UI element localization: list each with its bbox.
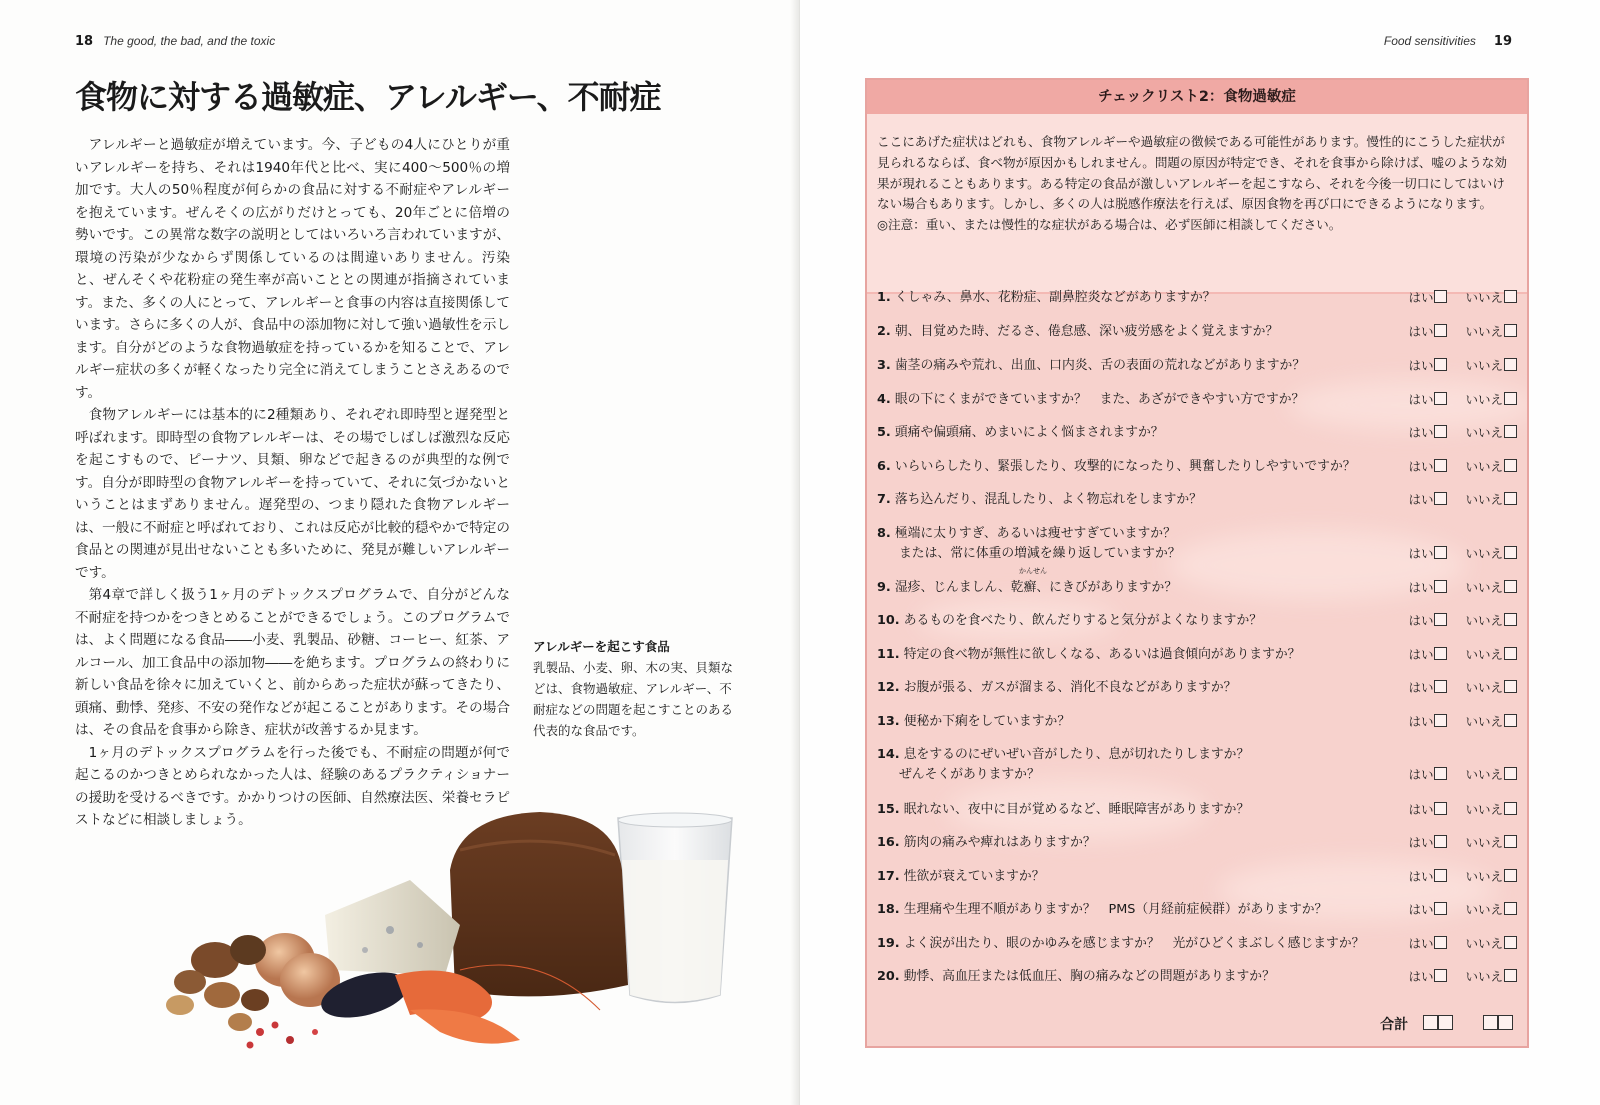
image-caption <box>533 636 743 741</box>
answer-options <box>1390 833 1517 853</box>
paragraph: 食物アレルギーには基本的に2種類あり、それぞれ即時型と遅発型と呼ばれます。即時型の食物アレルギーは、その場でしばしば激烈な反応を起こすもので、ピーナツ、貝類、卵などで起きるのが典型的な例です。自分が即時型の食物アレルギーを持っていて、それに気づかないということはまずありません。遅発型の、つまり隠れた食物アレルギーは、一般に不耐症と呼ばれており、これは反応が比較的穏やかで特定の食品との関連が見出せないことも多いために、発見が難しいアレルギーです。 <box>75 407 510 581</box>
yes-total-box[interactable] <box>1423 1015 1438 1030</box>
yes-checkbox[interactable] <box>1434 802 1447 815</box>
checklist-question <box>877 900 1517 920</box>
paragraph: 第4章で詳しく扱う1ヶ月のデトックスプログラムで、自分がどんな不耐症を持つかをつきとめることができるでしょう。このプログラムでは、よく問題になる食品――小麦、乳製品、砂糖、コーヒー、紅茶、アルコール、加工食品中の添加物――を絶ちます。プログラムの終わりに新しい食品を徐々に加えていくと、前からあった症状が蘇ってきたり、頭痛、動悸、発疹、不安の発作などが起こることがあります。その場合は、その食品を食事から除き、症状が改善するか見ます。 <box>75 587 510 738</box>
yes-label: はい <box>1408 969 1434 984</box>
paragraph: アレルギーと過敏症が増えています。今、子どもの4人にひとりが重いアレルギーを持ち、それは1940年代と比べ、実に400～500％の増加です。大人の50％程度が何らかの食品に対する不耐症やアレルギーを抱えています。ぜんそくの広がりだけとっても、20年ごとに倍増の勢いです。この異常な数字の説明としてはいろいろ言われていますが、環境の汚染が少なからず関係しているのは間違いありません。汚染と、ぜんそくや花粉症の発生率が高いこととの関連が指摘されています。また、多くの人にとって、アレルギーと食事の内容は直接関係しています。さらに多くの人が、食品中の添加物に対して強い過敏性を示します。自分がどのような食物過敏症を持っているかを知ることで、アレルギー症状の多くが軽くなったり完全に消えてしまうことさえあるのです。 <box>75 137 510 401</box>
question-text: 筋肉の痛みや痺れはありますか？ <box>903 835 1096 850</box>
no-checkbox[interactable] <box>1504 767 1517 780</box>
yes-checkbox[interactable] <box>1434 647 1447 660</box>
caption-text: 乳製品、小麦、卵、木の実、貝類などは、食物過敏症、アレルギー、不耐症などの問題を起こすことのある代表的な食品です。 <box>533 660 734 738</box>
checklist-question <box>877 390 1517 410</box>
no-checkbox[interactable] <box>1504 936 1517 949</box>
yes-option <box>1408 392 1447 407</box>
yes-label: はい <box>1408 546 1434 561</box>
question-text-continued: または、常に体重の増減を繰り返していますか？ <box>899 546 1181 561</box>
yes-option <box>1408 869 1447 884</box>
question-number: 19. <box>877 936 900 951</box>
question-number: 9. <box>877 580 891 595</box>
yes-option <box>1408 680 1447 695</box>
no-label: いいえ <box>1465 459 1503 474</box>
yes-checkbox[interactable] <box>1434 324 1447 337</box>
no-label: いいえ <box>1465 714 1503 729</box>
yes-label: はい <box>1408 767 1434 782</box>
yes-label: はい <box>1408 613 1434 628</box>
checklist-question <box>877 611 1517 631</box>
no-option <box>1465 392 1517 407</box>
right-folio <box>1384 34 1512 49</box>
no-checkbox[interactable] <box>1504 969 1517 982</box>
no-label: いいえ <box>1465 392 1503 407</box>
question-text: 極端に太りすぎ、あるいは痩せすぎていますか？ <box>894 526 1176 541</box>
yes-label: はい <box>1408 392 1434 407</box>
yes-checkbox[interactable] <box>1434 492 1447 505</box>
yes-label: はい <box>1408 936 1434 951</box>
no-option <box>1465 459 1517 474</box>
question-text: あるものを食べたり、飲んだりすると気分がよくなりますか？ <box>903 613 1263 628</box>
yes-label: はい <box>1408 324 1434 339</box>
question-number: 5. <box>877 425 891 440</box>
total-row <box>1380 1014 1513 1034</box>
yes-checkbox[interactable] <box>1434 835 1447 848</box>
checklist-question <box>877 288 1517 308</box>
body-text <box>75 134 510 832</box>
question-number: 20. <box>877 969 900 984</box>
answer-options <box>1390 390 1517 410</box>
question-text: 湿疹、じんましん、乾癬、にきびがありますか？ <box>894 580 1178 595</box>
yes-checkbox[interactable] <box>1434 969 1447 982</box>
no-checkbox[interactable] <box>1504 902 1517 915</box>
no-checkbox[interactable] <box>1504 546 1517 559</box>
checklist-question <box>877 833 1517 853</box>
running-head: The good, the bad, and the toxic <box>103 34 276 48</box>
no-option <box>1465 714 1517 729</box>
answer-options <box>1390 356 1517 376</box>
question-number: 18. <box>877 902 900 917</box>
yes-option <box>1408 714 1447 729</box>
question-text: いらいらしたり、緊張したり、攻撃的になったり、興奮したりしやすいですか？ <box>894 459 1356 474</box>
answer-options <box>1390 678 1517 698</box>
yes-checkbox[interactable] <box>1434 714 1447 727</box>
no-checkbox[interactable] <box>1504 714 1517 727</box>
no-label: いいえ <box>1465 290 1503 305</box>
yes-label: はい <box>1408 869 1434 884</box>
question-number: 13. <box>877 714 900 729</box>
question-number: 4. <box>877 392 891 407</box>
no-option <box>1465 902 1517 917</box>
yes-option <box>1408 425 1447 440</box>
checklist-question <box>877 712 1517 732</box>
yes-checkbox[interactable] <box>1434 546 1447 559</box>
no-checkbox[interactable] <box>1504 392 1517 405</box>
no-option <box>1465 425 1517 440</box>
question-number: 1. <box>877 290 891 305</box>
no-label: いいえ <box>1465 580 1503 595</box>
no-option <box>1465 767 1517 782</box>
checklist-question <box>877 934 1517 954</box>
question-number: 14. <box>877 747 900 762</box>
total-label: 合計 <box>1380 1017 1409 1033</box>
yes-label: はい <box>1408 680 1434 695</box>
yes-option <box>1408 324 1447 339</box>
no-total-box[interactable] <box>1498 1015 1513 1030</box>
checklist-question <box>877 567 1517 598</box>
yes-label: はい <box>1408 902 1434 917</box>
question-number: 10. <box>877 613 900 628</box>
no-label: いいえ <box>1465 802 1503 817</box>
answer-options <box>1390 490 1517 510</box>
yes-option <box>1408 647 1447 662</box>
checklist-question <box>877 524 1517 564</box>
yes-total-box[interactable] <box>1438 1015 1453 1030</box>
no-checkbox[interactable] <box>1504 869 1517 882</box>
answer-options <box>1390 765 1517 785</box>
yes-option <box>1408 290 1447 305</box>
caution-note: ◎注意：重い、または慢性的な症状がある場合は、必ず医師に相談してください。 <box>877 217 1342 233</box>
question-text: 落ち込んだり、混乱したり、よく物忘れをしますか？ <box>894 492 1202 507</box>
checklist-question <box>877 423 1517 443</box>
yes-checkbox[interactable] <box>1434 613 1447 626</box>
no-option <box>1465 613 1517 628</box>
ruby-annotation: かんせん <box>1019 567 1047 575</box>
running-head: Food sensitivities <box>1383 34 1476 48</box>
question-number: 6. <box>877 459 891 474</box>
yes-option <box>1408 802 1447 817</box>
no-checkbox[interactable] <box>1504 580 1517 593</box>
yes-option <box>1408 459 1447 474</box>
no-checkbox[interactable] <box>1504 492 1517 505</box>
no-label: いいえ <box>1465 613 1503 628</box>
no-checkbox[interactable] <box>1504 290 1517 303</box>
no-checkbox[interactable] <box>1504 324 1517 337</box>
checklist-question <box>877 457 1517 477</box>
checklist-question <box>877 322 1517 342</box>
yes-option <box>1408 936 1447 951</box>
page-number: 19 <box>1493 34 1512 49</box>
question-text: 便秘か下痢をしていますか？ <box>903 714 1071 729</box>
answer-options <box>1390 800 1517 820</box>
checklist-question <box>877 645 1517 665</box>
yes-option <box>1408 767 1447 782</box>
yes-option <box>1408 546 1447 561</box>
question-number: 15. <box>877 802 900 817</box>
yes-label: はい <box>1408 492 1434 507</box>
question-text: 性欲が衰えていますか？ <box>903 869 1045 884</box>
answer-options <box>1390 712 1517 732</box>
yes-label: はい <box>1408 459 1434 474</box>
allergen-foods-photo <box>160 810 760 1055</box>
question-text: 歯茎の痛みや荒れ、出血、口内炎、舌の表面の荒れなどがありますか？ <box>894 358 1306 373</box>
answer-options <box>1390 322 1517 342</box>
no-label: いいえ <box>1465 835 1503 850</box>
no-label: いいえ <box>1465 647 1503 662</box>
yes-checkbox[interactable] <box>1434 392 1447 405</box>
question-text: 眼の下にくまができていますか？ また、あざができやすい方ですか？ <box>894 392 1305 407</box>
yes-checkbox[interactable] <box>1434 425 1447 438</box>
no-checkbox[interactable] <box>1504 802 1517 815</box>
yes-label: はい <box>1408 714 1434 729</box>
question-text: 眠れない、夜中に目が覚めるなど、睡眠障害がありますか？ <box>903 802 1250 817</box>
answer-options <box>1390 900 1517 920</box>
answer-options <box>1390 288 1517 308</box>
checklist-question <box>877 745 1517 785</box>
no-option <box>1465 358 1517 373</box>
question-number: 11. <box>877 647 900 662</box>
no-option <box>1465 580 1517 595</box>
no-label: いいえ <box>1465 902 1503 917</box>
question-number: 12. <box>877 680 900 695</box>
question-text: 動悸、高血圧または低血圧、胸の痛みなどの問題がありますか？ <box>903 969 1275 984</box>
no-option <box>1465 647 1517 662</box>
no-checkbox[interactable] <box>1504 459 1517 472</box>
question-text: 頭痛や偏頭痛、めまいによく悩まされますか？ <box>894 425 1164 440</box>
yes-label: はい <box>1408 358 1434 373</box>
question-text: 朝、目覚めた時、だるさ、倦怠感、深い疲労感をよく覚えますか？ <box>894 324 1279 339</box>
question-number: 7. <box>877 492 891 507</box>
no-label: いいえ <box>1465 492 1503 507</box>
yes-option <box>1408 613 1447 628</box>
no-option <box>1465 969 1517 984</box>
question-number: 17. <box>877 869 900 884</box>
no-option <box>1465 492 1517 507</box>
yes-checkbox[interactable] <box>1434 580 1447 593</box>
checklist-question <box>877 356 1517 376</box>
checklist-box <box>865 78 1529 1048</box>
yes-label: はい <box>1408 580 1434 595</box>
no-total-box[interactable] <box>1483 1015 1498 1030</box>
no-option <box>1465 835 1517 850</box>
no-checkbox[interactable] <box>1504 613 1517 626</box>
checklist-question <box>877 867 1517 887</box>
answer-options <box>1390 578 1517 598</box>
question-text: くしゃみ、鼻水、花粉症、副鼻腔炎などがありますか？ <box>894 290 1216 305</box>
question-number: 8. <box>877 526 891 541</box>
page-number: 18 <box>75 34 94 49</box>
yes-label: はい <box>1408 425 1434 440</box>
yes-label: はい <box>1408 290 1434 305</box>
no-label: いいえ <box>1465 358 1503 373</box>
no-label: いいえ <box>1465 324 1503 339</box>
left-folio <box>75 34 275 49</box>
yes-option <box>1408 492 1447 507</box>
answer-options <box>1390 423 1517 443</box>
checklist-intro <box>867 114 1527 292</box>
paragraph: 1ヶ月のデトックスプログラムを行った後でも、不耐症の問題が何で起こるのかつきとめられなかった人は、経験のあるプラクティショナーの援助を受けるべきです。かかりつけの医師、自然療法医、栄養セラピストなどに相談しましょう。 <box>75 744 510 828</box>
yes-label: はい <box>1408 802 1434 817</box>
question-text: 特定の食べ物が無性に欲しくなる、あるいは過食傾向がありますか？ <box>903 647 1301 662</box>
answer-options <box>1390 867 1517 887</box>
checklist-question <box>877 678 1517 698</box>
answer-options <box>1390 611 1517 631</box>
question-number: 2. <box>877 324 891 339</box>
checklist-question <box>877 800 1517 820</box>
checklist-question <box>877 490 1517 510</box>
yes-checkbox[interactable] <box>1434 902 1447 915</box>
caption-title: アレルギーを起こす食品 <box>533 639 670 654</box>
answer-options <box>1390 645 1517 665</box>
no-option <box>1465 802 1517 817</box>
yes-checkbox[interactable] <box>1434 869 1447 882</box>
question-text: よく涙が出たり、眼のかゆみを感じますか？ 光がひどくまぶしく感じますか？ <box>903 936 1365 951</box>
question-text-continued: ぜんそくがありますか？ <box>899 767 1040 782</box>
page-title: 食物に対する過敏症、アレルギー、不耐症 <box>75 78 661 116</box>
no-option <box>1465 290 1517 305</box>
yes-label: はい <box>1408 835 1434 850</box>
answer-options <box>1390 967 1517 987</box>
question-text: お腹が張る、ガスが溜まる、消化不良などがありますか？ <box>903 680 1237 695</box>
checklist-title: チェックリスト2：食物過敏症 <box>867 80 1527 114</box>
no-checkbox[interactable] <box>1504 425 1517 438</box>
question-number: 16. <box>877 835 900 850</box>
no-option <box>1465 869 1517 884</box>
no-label: いいえ <box>1465 936 1503 951</box>
no-option <box>1465 936 1517 951</box>
answer-options <box>1390 457 1517 477</box>
no-label: いいえ <box>1465 680 1503 695</box>
question-text: 生理痛や生理不順がありますか？ PMS（月経前症候群）がありますか？ <box>903 902 1328 917</box>
question-number: 3. <box>877 358 891 373</box>
no-checkbox[interactable] <box>1504 835 1517 848</box>
answer-options <box>1390 544 1517 564</box>
intro-text: ここにあげた症状はどれも、食物アレルギーや過敏症の徴候である可能性があります。慢性的にこうした症状が見られるならば、食べ物が原因かもしれません。問題の原因が特定でき、それを食事から除けば、嘘のような効果が現れることもあります。ある特定の食品が激しいアレルギーを起こすなら、それを今後一切口にしてはいけない場合もあります。しかし、多くの人は脱感作療法を行えば、原因食物を再び口にできるようになります。 <box>877 134 1507 212</box>
no-option <box>1465 680 1517 695</box>
yes-checkbox[interactable] <box>1434 936 1447 949</box>
no-checkbox[interactable] <box>1504 358 1517 371</box>
yes-checkbox[interactable] <box>1434 767 1447 780</box>
no-checkbox[interactable] <box>1504 680 1517 693</box>
yes-option <box>1408 358 1447 373</box>
no-label: いいえ <box>1465 546 1503 561</box>
no-label: いいえ <box>1465 969 1503 984</box>
no-label: いいえ <box>1465 869 1503 884</box>
yes-checkbox[interactable] <box>1434 290 1447 303</box>
no-option <box>1465 324 1517 339</box>
yes-option <box>1408 902 1447 917</box>
yes-label: はい <box>1408 647 1434 662</box>
yes-option <box>1408 835 1447 850</box>
yes-option <box>1408 580 1447 595</box>
checklist-question <box>877 967 1517 987</box>
no-label: いいえ <box>1465 767 1503 782</box>
yes-checkbox[interactable] <box>1434 680 1447 693</box>
no-label: いいえ <box>1465 425 1503 440</box>
yes-option <box>1408 969 1447 984</box>
question-text: 息をするのにぜいぜい音がしたり、息が切れたりしますか？ <box>903 747 1250 762</box>
no-option <box>1465 546 1517 561</box>
yes-checkbox[interactable] <box>1434 459 1447 472</box>
answer-options <box>1390 934 1517 954</box>
yes-checkbox[interactable] <box>1434 358 1447 371</box>
no-checkbox[interactable] <box>1504 647 1517 660</box>
